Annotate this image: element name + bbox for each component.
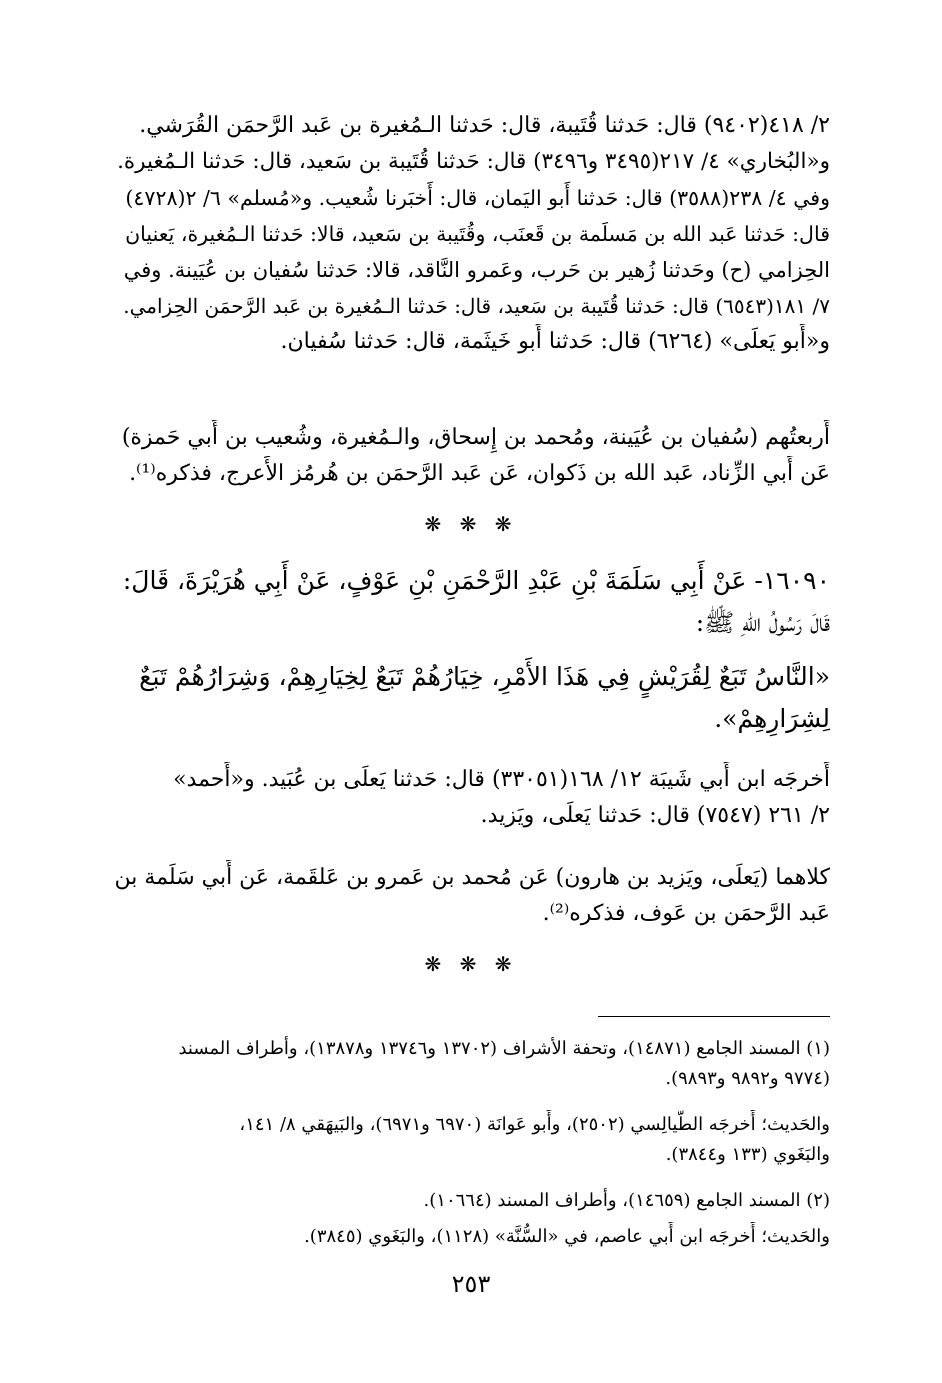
footnote [110, 1222, 830, 1252]
text-line: كلاهما (يَعلَى، ويَزيد بن هارون) عَن مُحمد بن عَمرو بن عَلقَمة، عَن أَبي سَلَمة بن [114, 865, 830, 890]
text-line: لِشِرَارِهِمْ». [714, 704, 830, 733]
footnote-line: والحَديث؛ أَخرجَه ابن أَبي عاصم، في «السُّنَّة» (١١٢٨)، والبَغَوي (٣٨٤٥). [304, 1226, 830, 1247]
text-line: ٢/ ٤١٨(٩٤٠٢) قال: حَدثنا قُتَيبة، قال: حَدثنا الـمُغيرة بن عَبد الرَّحمَن القُرَشي. [139, 113, 830, 138]
page-number: ٢٥٣ [451, 1270, 491, 1298]
section-separator: ❋ ❋ ❋ [424, 512, 518, 536]
footnote-line: والبَغَوي (١٣٣ و٣٨٤٤). [665, 1144, 830, 1165]
takhrij-paragraph [110, 762, 830, 834]
text-line: عَبد الرَّحمَن بن عَوف، فذكره⁽²⁾. [542, 901, 830, 926]
hadith-matn [110, 656, 830, 740]
text-line: عَن أَبي الزِّناد، عَبد الله بن ذَكوان، عَن عَبد الرَّحمَن بن هُرمُز الأَعرج، فذكره⁽¹⁾. [129, 461, 830, 486]
footnote-line: والحَديث؛ أَخرجَه الطَّيالِسي (٢٥٠٢)، وأَبو عَوانَة (٦٩٧٠ و٦٩٧١)، والبَيهَقي ٨/ ١٤١، [239, 1114, 830, 1135]
footnote-line: (٢) المسند الجامع (١٤٦٥٩)، وأطراف المسند (١٠٦٦٤). [423, 1190, 830, 1211]
text-line: ١٦٠٩٠- عَنْ أَبِي سَلَمَةَ بْنِ عَبْدِ الرَّحْمَنِ بْنِ عَوْفٍ، عَنْ أَبِي هُرَيْرَةَ، قَالَ: [122, 566, 830, 595]
hadith-header [110, 560, 830, 644]
text-line: قَالَ رَسُولُ اللهِ ﷺ: [695, 608, 830, 637]
text-line: أَربعتُهم (سُفيان بن عُيَينة، ومُحمد بن إِسحاق، والـمُغيرة، وشُعيب بن أَبي حَمزة) [121, 425, 830, 450]
text-line: ٢/ ٢٦١ (٧٥٤٧) قال: حَدثنا يَعلَى، ويَزيد. [480, 803, 830, 828]
footnote-line: (٩٧٧٤ و٩٨٩٢ و٩٨٩٣). [665, 1068, 830, 1089]
isnad-paragraph [110, 420, 830, 492]
section-separator: ❋ ❋ ❋ [424, 952, 518, 976]
footnote [110, 1110, 830, 1170]
text-line: ٧/ ١٨١(٦٥٤٣) قال: حَدثنا قُتَيبة بن سَعيد، قال: حَدثنا الـمُغيرة بن عَبد الرَّحمَن الحِزامي. [123, 294, 830, 318]
text-line: الحِزامي (ح) وحَدثنا زُهير بن حَرب، وعَمرو النَّاقد، قالا: حَدثنا سُفيان بن عُيَينة. وفي [123, 258, 830, 282]
footnote [110, 1186, 830, 1216]
takhrij-paragraph [110, 108, 830, 360]
text-line: «النَّاسُ تَبَعٌ لِقُرَيْشٍ فِي هَذَا الأَمْرِ، خِيَارُهُمْ تَبَعٌ لِخِيَارِهِمْ، وَشِرَارُهُمْ تَبَعٌ [139, 662, 830, 691]
text-line: وفي ٤/ ٢٣٨(٣٥٨٨) قال: حَدثنا أَبو اليَمان، قال: أَخبَرنا شُعيب. و«مُسلم» ٦/ ٢(٤٧٢٨) [125, 186, 830, 210]
text-line: قال: حَدثنا عَبد الله بن مَسلَمة بن قَعنَب، وقُتَيبة بن سَعيد، قالا: حَدثنا الـمُغيرة، يَعنيان [125, 222, 830, 246]
isnad-paragraph [110, 860, 830, 932]
footnote [110, 1034, 830, 1094]
text-line: و«البُخاري» ٤/ ٢١٧(٣٤٩٥ و٣٤٩٦) قال: حَدثنا قُتَيبة بن سَعيد، قال: حَدثنا الـمُغيرة. [117, 149, 830, 174]
footnote-divider [598, 1016, 830, 1017]
text-line: أَخرجَه ابن أَبي شَيبَة ١٢/ ١٦٨(٣٣٠٥١) قال: حَدثنا يَعلَى بن عُبَيد. و«أَحمد» [173, 767, 830, 792]
text-line: و«أَبو يَعلَى» (٦٢٦٤) قال: حَدثنا أَبو خَيثَمة، قال: حَدثنا سُفيان. [280, 329, 830, 354]
footnote-line: (١) المسند الجامع (١٤٨٧١)، وتحفة الأشراف (١٣٧٠٢ و١٣٧٤٦ و١٣٨٧٨)، وأطراف المسند [178, 1038, 830, 1059]
